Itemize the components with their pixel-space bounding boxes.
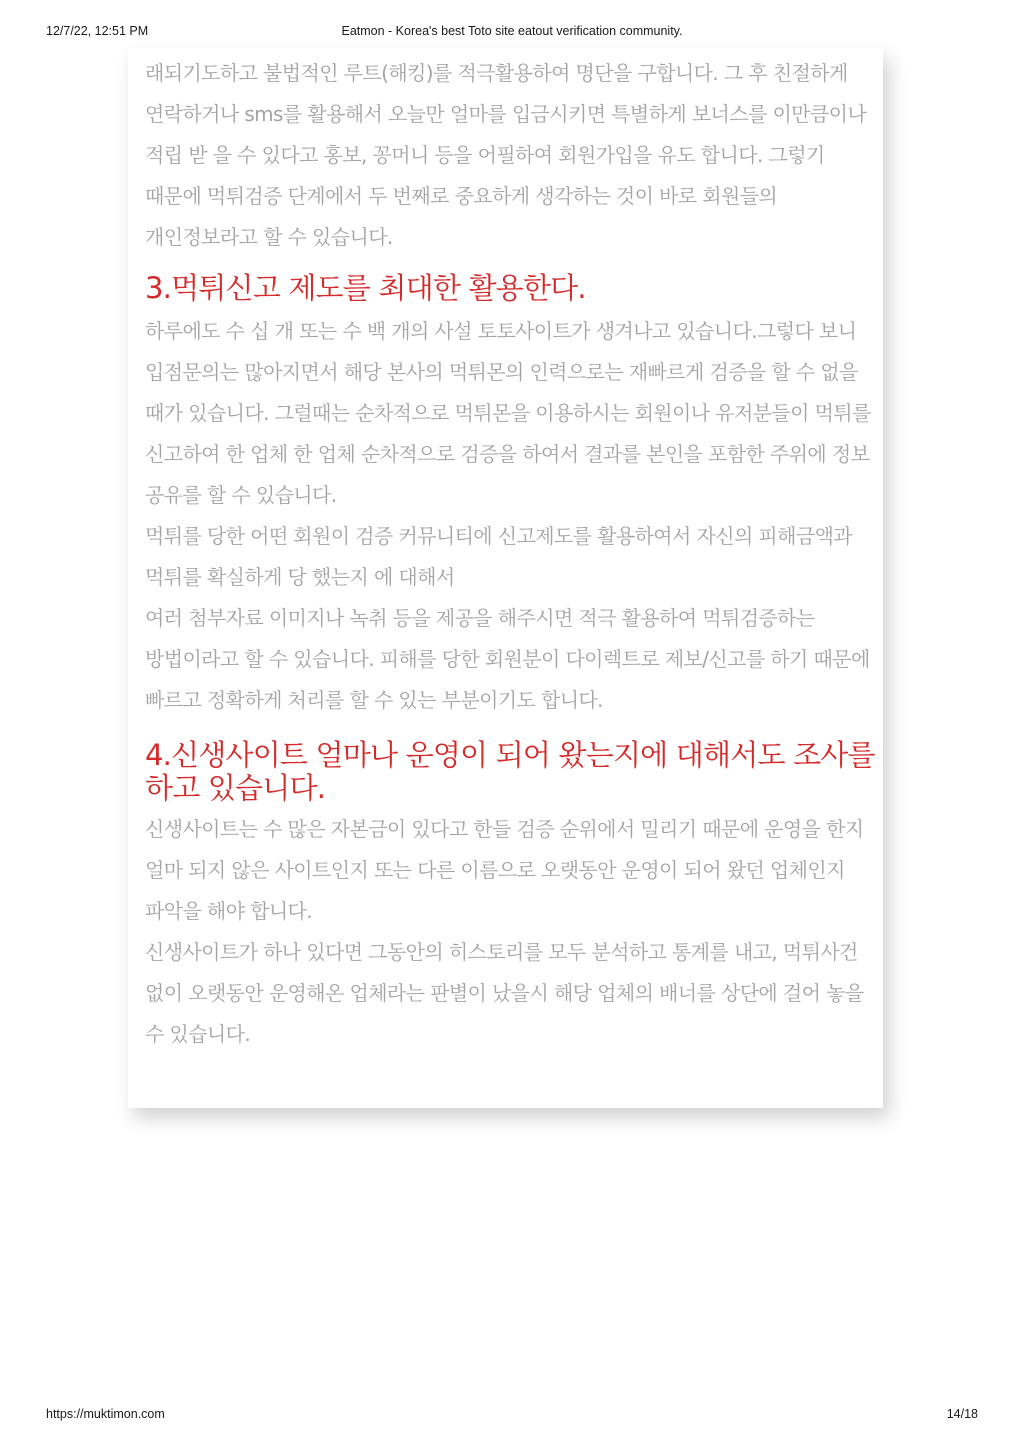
page-number: 14/18 xyxy=(946,1407,978,1421)
section-3-paragraph-3: 여러 첨부자료 이미지나 녹취 등을 제공을 해주시면 적극 활용하여 먹튀검증하는 방법이라고 할 수 있습니다. 피해를 당한 회원분이 다이렉트로 제보/신고를 하기 때문에 빠르고 정확하게 처리를 할 수 있는 부분이기도 합니다. xyxy=(145,606,870,712)
intro-paragraph: 래되기도하고 불법적인 루트(해킹)를 적극활용하여 명단을 구합니다. 그 후 친절하게 연락하거나 sms를 활용해서 오늘만 얼마를 입금시키면 특별하게 보너스를 이만큼이나 적립 받 을 수 있다고 홍보, 꽁머니 등을 어필하여 회원가입을 유도 합니다. 그렇기 때문에 먹튀검증 단계에서 두 번째로 중요하게 생각하는 것이 바로 회원들의 개인정보라고 할 수 있습니다. xyxy=(145,61,867,249)
section-4-heading: 4.신생사이트 얼마나 운영이 되어 왔는지에 대해서도 조사를 하고 있습니다. xyxy=(145,738,875,805)
page-url: https://muktimon.com xyxy=(46,1407,165,1421)
article-content xyxy=(145,53,880,1055)
document-title: Eatmon - Korea's best Toto site eatout verification community. xyxy=(341,24,683,38)
section-3-paragraph-1: 하루에도 수 십 개 또는 수 백 개의 사설 토토사이트가 생겨나고 있습니다.그렇다 보니 입점문의는 많아지면서 해당 본사의 먹튀몬의 인력으로는 재빠르게 검증을 할 수 없을 때가 있습니다. 그럴때는 순차적으로 먹튀몬을 이용하시는 회원이나 유저분들이 먹튀를 신고하여 한 업체 한 업체 순차적으로 검증을 하여서 결과를 본인을 포함한 주위에 정보 공유를 할 수 있습니다. xyxy=(145,319,871,507)
print-footer xyxy=(0,1407,1024,1425)
print-date: 12/7/22, 12:51 PM xyxy=(46,24,149,38)
section-3-paragraph-2: 먹튀를 당한 어떤 회원이 검증 커뮤니티에 신고제도를 활용하여서 자신의 피해금액과 먹튀를 확실하게 당 했는지 에 대해서 xyxy=(145,524,853,589)
print-header xyxy=(0,24,1024,42)
section-3-heading: 3.먹튀신고 제도를 최대한 활용한다. xyxy=(145,271,586,305)
section-4-paragraph-2: 신생사이트가 하나 있다면 그동안의 히스토리를 모두 분석하고 통계를 내고, 먹튀사건 없이 오랫동안 운영해온 업체라는 판별이 났을시 해당 업체의 배너를 상단에 걸어 놓을 수 있습니다. xyxy=(145,940,864,1046)
section-4-paragraph-1: 신생사이트는 수 많은 자본금이 있다고 한들 검증 순위에서 밀리기 때문에 운영을 한지 얼마 되지 않은 사이트인지 또는 다른 이름으로 오랫동안 운영이 되어 왔던 업체인지 파악을 해야 합니다. xyxy=(145,817,864,923)
